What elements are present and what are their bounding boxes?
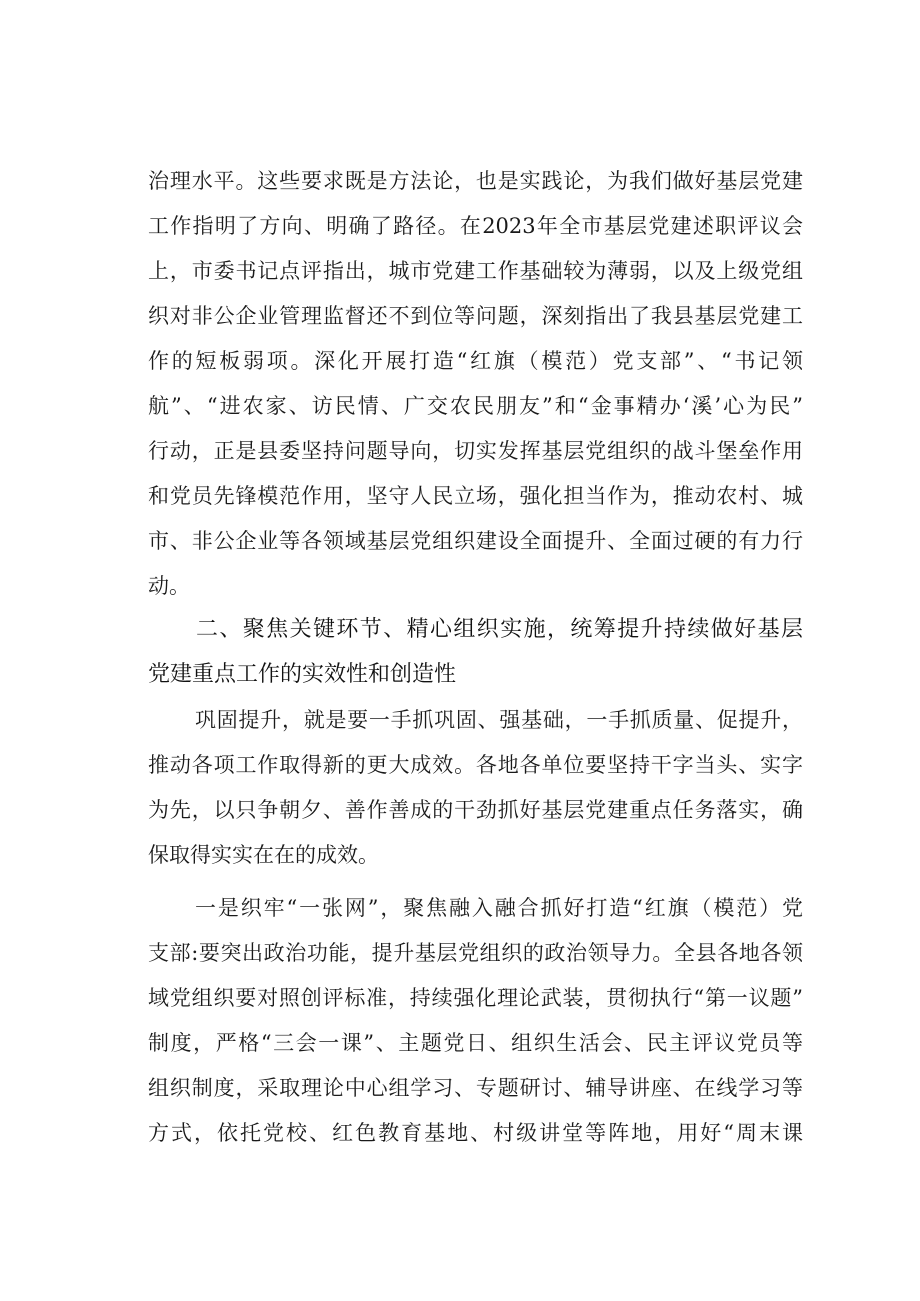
text-line: 为先，以只争朝夕、善作善成的干劲抓好基层党建重点任务落实，确	[148, 798, 803, 822]
text-line: 航”、“进农家、访民情、广交农民朋友”和“金事精办‘溪’心为民”	[148, 394, 803, 418]
text-line: 治理水平。这些要求既是方法论，也是实践论，为我们做好基层党建	[148, 169, 803, 193]
text-line: 上，市委书记点评指出，城市党建工作基础较为薄弱，以及上级党组	[148, 259, 803, 283]
text-line: 动。	[148, 574, 190, 598]
heading-line: 二、聚焦关键环节、精心组织实施，统筹提升持续做好基层	[196, 617, 803, 642]
text-line: 保取得实实在在的成效。	[148, 843, 379, 867]
text-line: 巩固提升，就是要一手抓巩固、强基础，一手抓质量、促提升，	[195, 708, 803, 732]
text-line: 域党组织要对照创评标准，持续强化理论武装，贯彻执行“第一议题”	[148, 986, 803, 1010]
text-line: 制度，严格“三会一课”、主题党日、组织生活会、民主评议党员等	[148, 1031, 803, 1055]
text-line: 织对非公企业管理监督还不到位等问题，深刻指出了我县基层党建工	[148, 304, 803, 328]
text-line: 推动各项工作取得新的更大成效。各地各单位要坚持干字当头、实字	[148, 753, 803, 777]
text-line: 一是织牢“一张网”，聚焦融入融合抓好打造“红旗（模范）党	[195, 896, 803, 920]
text-line: 支部:要突出政治功能，提升基层党组织的政治领导力。全县各地各领	[148, 941, 803, 965]
text-line: 市、非公企业等各领域基层党组织建设全面提升、全面过硬的有力行	[148, 529, 803, 553]
text-line: 行动，正是县委坚持问题导向，切实发挥基层党组织的战斗堡垒作用	[148, 439, 803, 463]
text-line: 组织制度，采取理论中心组学习、专题研讨、辅导讲座、在线学习等	[148, 1076, 803, 1100]
heading-line: 党建重点工作的实效性和创造性	[148, 662, 457, 687]
text-line: 工作指明了方向、明确了路径。在2023年全市基层党建述职评议会	[148, 214, 803, 238]
text-line: 作的短板弱项。深化开展打造“红旗（模范）党支部”、“书记领	[148, 349, 803, 373]
text-line: 方式，依托党校、红色教育基地、村级讲堂等阵地，用好“周末课	[148, 1121, 803, 1145]
text-line: 和党员先锋模范作用，坚守人民立场，强化担当作为，推动农村、城	[148, 484, 803, 508]
